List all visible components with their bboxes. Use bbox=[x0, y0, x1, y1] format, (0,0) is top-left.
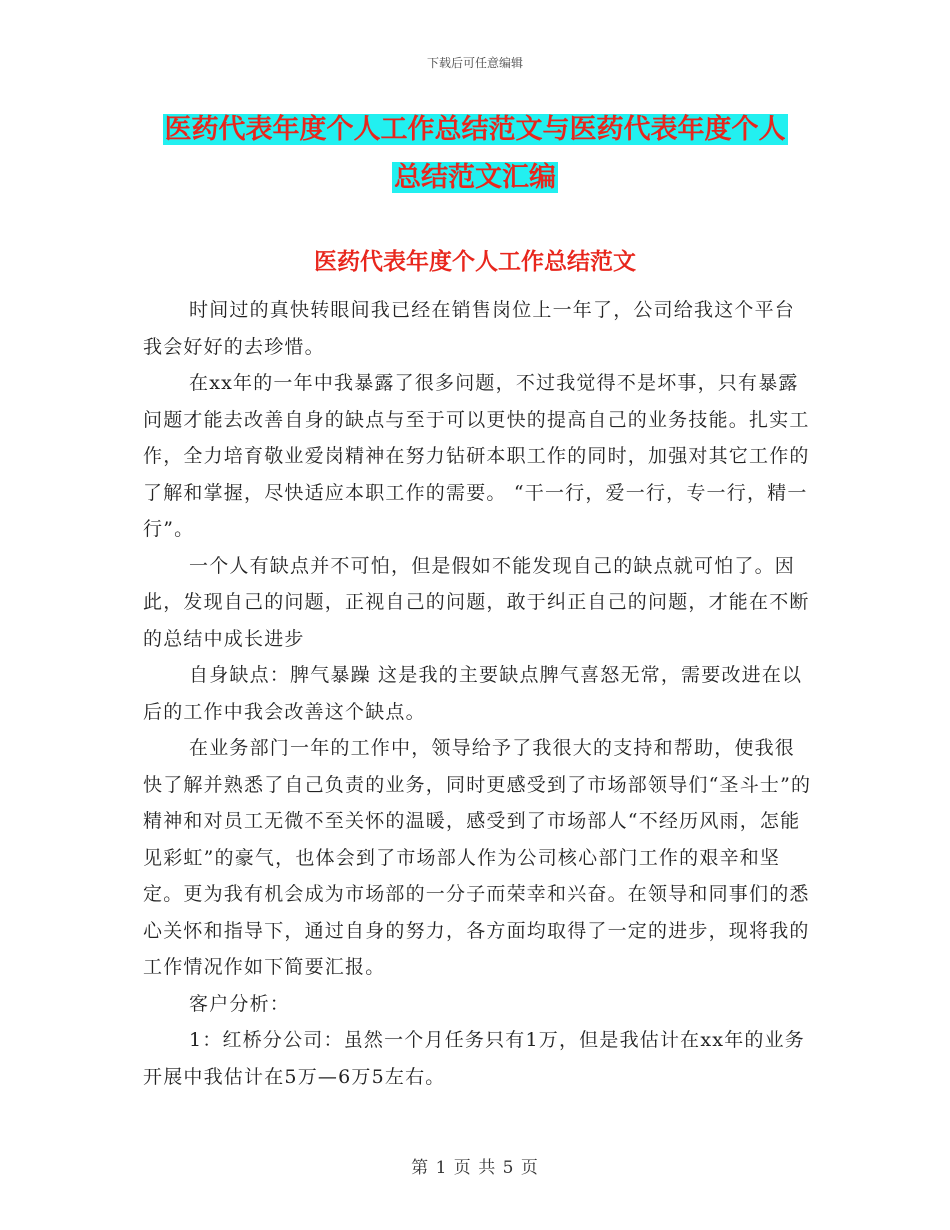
header-note: 下载后可任意编辑 bbox=[426, 56, 523, 70]
paragraph: 客户分析： bbox=[189, 992, 291, 1015]
paragraph: 在业务部门一年的工作中，领导给予了我很大的支持和帮助，使我很快了解并熟悉了自己负责的业务，同时更感受到了市场部领导们“圣斗士”的精神和对员工无微不至关怀的温暖，感受到了市场部人“不经历风雨，怎能见彩虹”的豪气，也体会到了市场部人作为公司核心部门工作的艰辛和坚定。更为我有机会成为市场部的一分子而荣幸和兴奋。在领导和同事们的悉心关怀和指导下，通过自身的努力，各方面均取得了一定的进步，现将我的工作情况作如下简要汇报。 bbox=[143, 737, 812, 978]
document-body bbox=[143, 292, 813, 1095]
paragraph: 在xx年的一年中我暴露了很多问题，不过我觉得不是坏事，只有暴露问题才能去改善自身的缺点与至于可以更快的提高自己的业务技能。扎实工作，全力培育敬业爱岗精神在努力钻研本职工作的同时，加强对其它工作的了解和掌握，尽快适应本职工作的需要。 “干一行，爱一行，专一行，精一行”。 bbox=[143, 372, 810, 540]
paragraph: 1：红桥分公司：虽然一个月任务只有1万，但是我估计在xx年的业务开展中我估计在5万—6万5左右。 bbox=[143, 1029, 806, 1088]
page-footer: 第 1 页 共 5 页 bbox=[411, 1158, 539, 1178]
paragraph: 时间过的真快转眼间我已经在销售岗位上一年了，公司给我这个平台我会好好的去珍惜。 bbox=[143, 299, 796, 358]
paragraph: 自身缺点：脾气暴躁 这是我的主要缺点脾气喜怒无常，需要改进在以后的工作中我会改善这个缺点。 bbox=[143, 664, 803, 723]
document-title bbox=[0, 106, 950, 202]
title-line-2: 总结范文汇编 bbox=[394, 162, 556, 193]
paragraph: 一个人有缺点并不可怕，但是假如不能发现自己的缺点就可怕了。因此，发现自己的问题，正视自己的问题，敢于纠正自己的问题，才能在不断的总结中成长进步 bbox=[143, 554, 810, 650]
title-line-1: 医药代表年度个人工作总结范文与医药代表年度个人 bbox=[164, 114, 786, 145]
section-title: 医药代表年度个人工作总结范文 bbox=[314, 248, 636, 275]
